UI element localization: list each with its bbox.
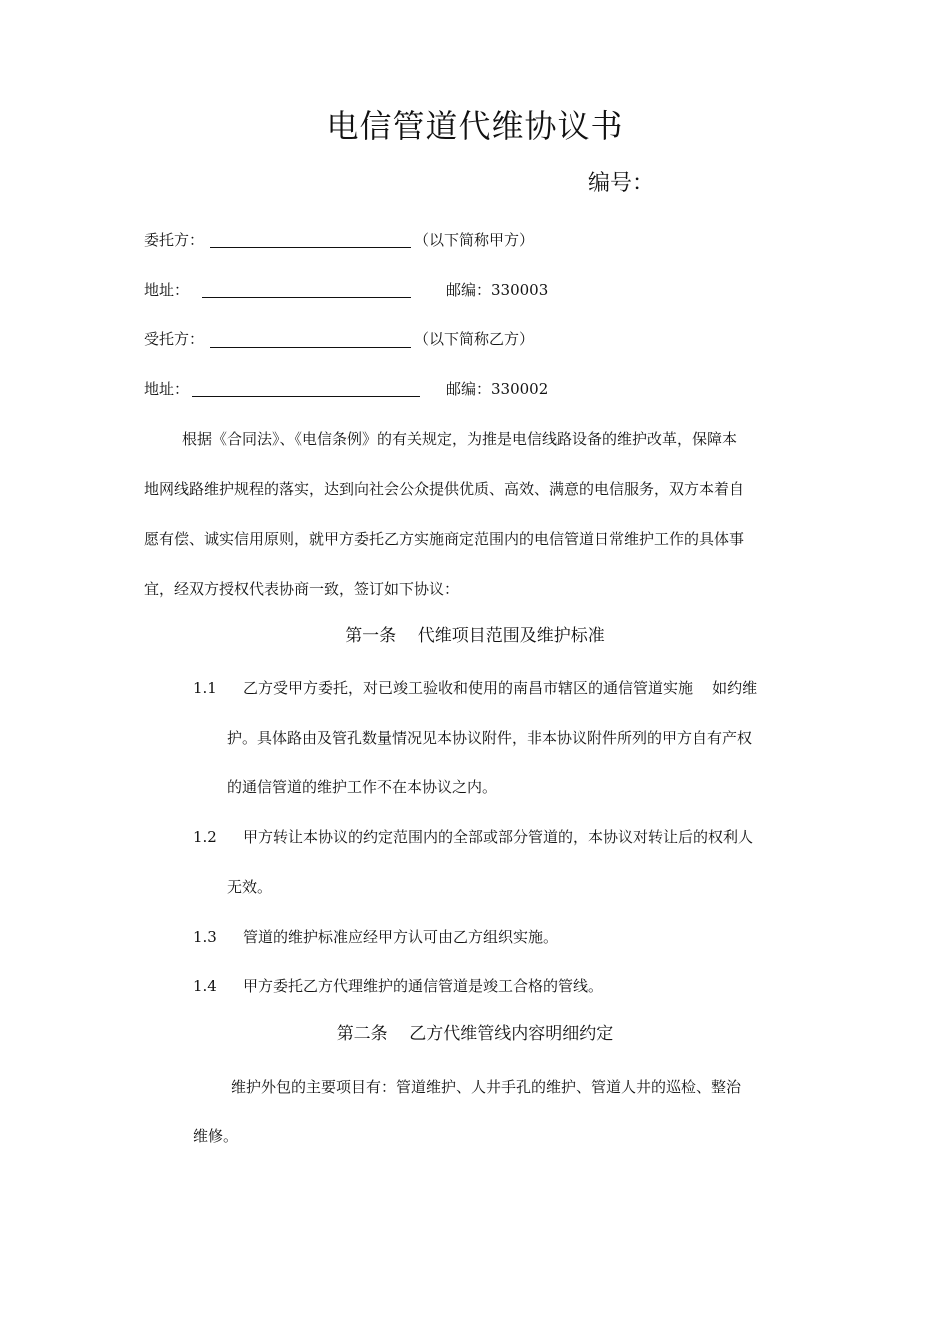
agent-label: 受托方： bbox=[144, 330, 205, 348]
item-line: 的通信管道的维护工作不在本协议之内。 bbox=[227, 778, 498, 796]
article2-heading: 第二条 乙方代维管线内容明细约定 bbox=[336, 1024, 614, 1044]
intro-line: 宜，经双方授权代表协商一致，签订如下协议： bbox=[144, 580, 460, 598]
item-line: 无效。 bbox=[227, 878, 273, 896]
item-line: 乙方受甲方委托，对已竣工验收和使用的南昌市辖区的通信管道实施 如约维 bbox=[243, 679, 758, 697]
postcode2: 邮编：330002 bbox=[446, 380, 549, 398]
address2-label: 地址： bbox=[144, 380, 190, 398]
intro-line: 根据《合同法》、《电信条例》的有关规定，为推是电信线路设备的维护改革，保障本 bbox=[182, 430, 738, 448]
address2-blank-line bbox=[192, 396, 420, 397]
agent-suffix: （以下简称乙方） bbox=[414, 330, 535, 348]
article1-heading: 第一条 代维项目范围及维护标准 bbox=[345, 626, 605, 646]
article2-line: 维修。 bbox=[193, 1127, 239, 1145]
client-suffix: （以下简称甲方） bbox=[414, 231, 535, 249]
item-number: 1.3 bbox=[193, 928, 217, 946]
client-label: 委托方： bbox=[144, 231, 205, 249]
item-line: 甲方转让本协议的约定范围内的全部或部分管道的，本协议对转让后的权利人 bbox=[243, 828, 754, 846]
item-line: 护。具体路由及管孔数量情况见本协议附件，非本协议附件所列的甲方自有产权 bbox=[227, 729, 753, 747]
item-number: 1.1 bbox=[193, 679, 217, 697]
intro-line: 地网线路维护规程的落实，达到向社会公众提供优质、高效、满意的电信服务，双方本着自 bbox=[144, 480, 745, 498]
item-number: 1.2 bbox=[193, 828, 217, 846]
address1-blank-line bbox=[202, 297, 411, 298]
address1-label: 地址： bbox=[144, 281, 190, 299]
item-line: 管道的维护标准应经甲方认可由乙方组织实施。 bbox=[243, 928, 559, 946]
article2-line: 维护外包的主要项目有：管道维护、人井手孔的维护、管道人井的巡检、整治 bbox=[231, 1078, 742, 1096]
intro-line: 愿有偿、诚实信用原则，就甲方委托乙方实施商定范围内的电信管道日常维护工作的具体事 bbox=[144, 530, 745, 548]
client-blank-line bbox=[210, 247, 411, 248]
agent-blank-line bbox=[210, 347, 411, 348]
item-number: 1.4 bbox=[193, 977, 217, 995]
item-line: 甲方委托乙方代理维护的通信管道是竣工合格的管线。 bbox=[243, 977, 604, 995]
postcode1: 邮编：330003 bbox=[446, 281, 549, 299]
document-number-label: 编号： bbox=[588, 171, 655, 196]
document-title: 电信管道代维协议书 bbox=[326, 107, 624, 145]
